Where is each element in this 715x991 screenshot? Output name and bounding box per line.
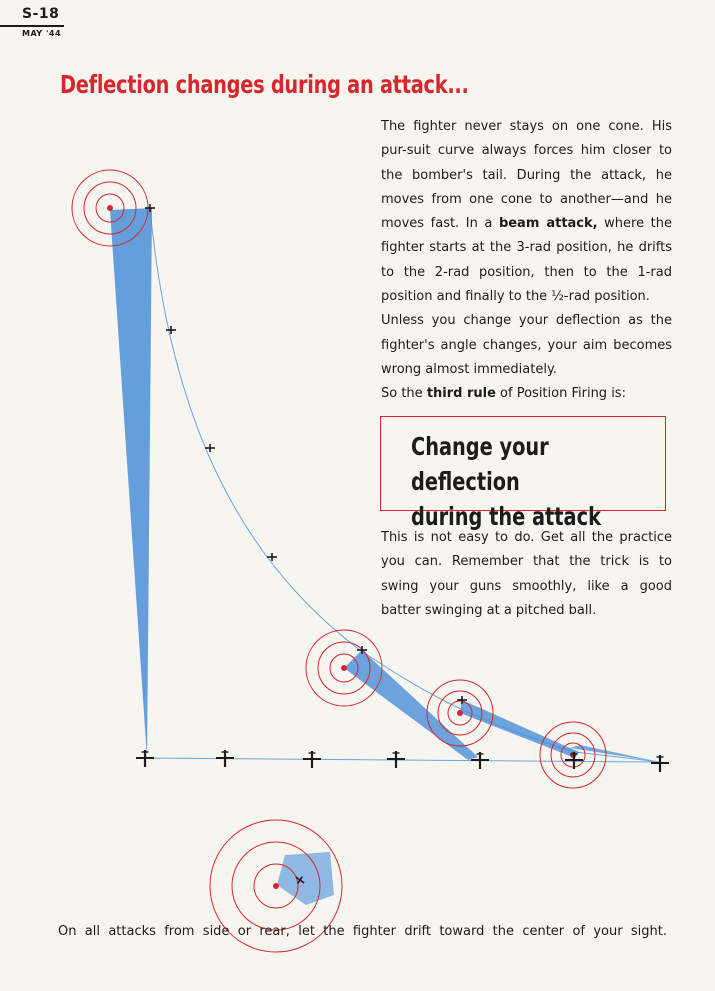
intro-paragraph-1: The fighter never stays on one cone. His pur-suit curve always forces him closer to the bomber's tail. During the attack, he moves from one cone to another—and he moves fast. In a beam attack, where the fighter starts at the 3-rad position, he drifts to the 2-rad position, then to the 1-rad position and finally to the ½-rad position.	[381, 119, 673, 305]
bottom-caption: On all attacks from side or rear, let the fighter drift toward the center of your sight.	[58, 924, 667, 939]
page-number: S-18	[22, 6, 60, 22]
rule-line-2: during the attack	[411, 502, 601, 531]
deflection-wedge-1-rad	[460, 700, 579, 758]
page-date: MAY '44	[22, 29, 62, 38]
headline: Deflection changes during an attack...	[60, 70, 469, 99]
bomber-icon	[136, 750, 154, 767]
deflection-wedge-bottom	[277, 852, 334, 905]
fighter-icon	[166, 326, 176, 334]
deflection-wedge-3-rad	[110, 208, 152, 758]
fighter-icon	[267, 553, 277, 561]
intro-paragraph-3: So the third rule of Position Firing is:	[381, 386, 626, 402]
beam-attack-emphasis: beam attack,	[498, 216, 598, 232]
bomber-icon	[387, 751, 405, 768]
bomber-icon	[303, 751, 321, 768]
practice-text: This is not easy to do. Get all the practice you can. Remember that the trick is to swing your guns smoothly, like a good batter swinging at a pitched ball.	[381, 530, 672, 618]
sight-reticle-3-rad	[72, 170, 148, 246]
pursuit-curve	[150, 208, 660, 762]
bomber-icon	[651, 755, 669, 772]
rule-line-1: Change your deflection	[411, 432, 549, 496]
intro-paragraph-2: Unless you change your deflection as the fighter's angle changes, your aim becomes wrong almost immediately.	[381, 313, 672, 377]
deflection-wedge-2-rad	[344, 650, 478, 760]
bomber-icon	[216, 750, 234, 767]
third-rule-emphasis: third rule	[426, 386, 496, 402]
